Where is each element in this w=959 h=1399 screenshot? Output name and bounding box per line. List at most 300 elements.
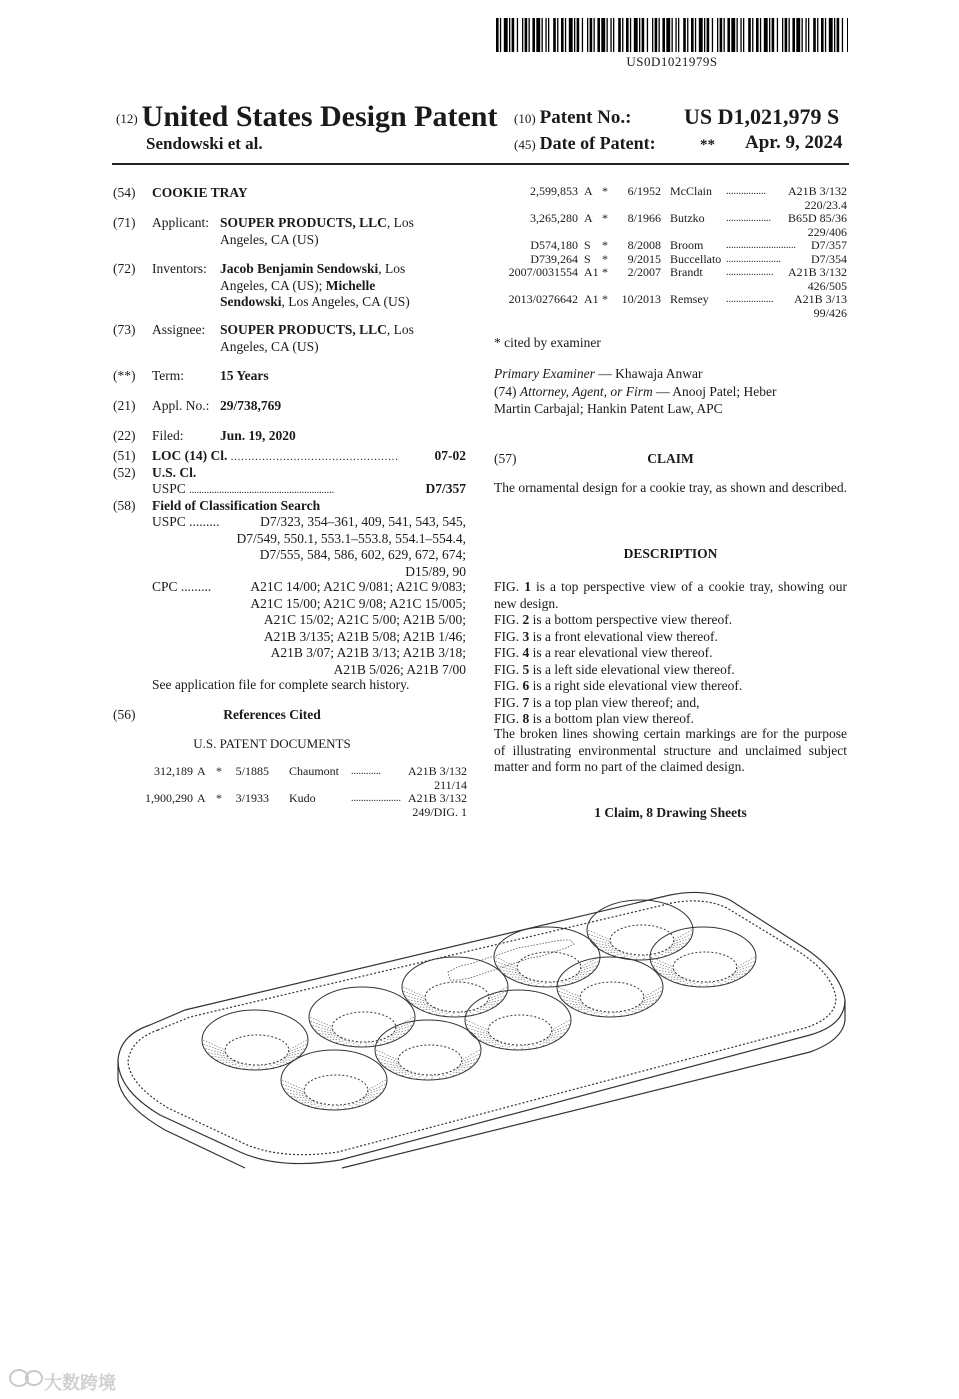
figure-description (494, 629, 847, 646)
cup-flute (208, 1053, 228, 1057)
field-of-search-label: Field of Classification Search (152, 498, 321, 513)
cup-flute (565, 980, 573, 983)
cup-flute (243, 1065, 250, 1069)
figure-prefix: FIG. (494, 661, 523, 677)
figure-number: 8 (522, 711, 530, 726)
cup-flute (459, 1012, 460, 1016)
cup-flute (651, 957, 673, 967)
cup-flute (614, 1012, 615, 1016)
cup-flute (416, 1075, 423, 1079)
cup-flute (527, 1045, 530, 1049)
reference-cls: D7/354 (811, 251, 847, 266)
cup-flute (475, 1037, 494, 1039)
cup-flute (621, 954, 630, 957)
cup-flute (308, 1103, 320, 1106)
reference-row (494, 253, 847, 267)
figure-text: is a bottom plan view thereof. (529, 711, 694, 726)
reference-cls: A21B 3/132 (407, 791, 467, 805)
reference-row (113, 765, 467, 792)
figure-prefix: FIG. (494, 579, 525, 594)
field-code: (58) (113, 498, 136, 513)
attorney: (74) Attorney, Agent, or Firm — Anooj Patel; Heber Martin Carbajal; Hankin Patent Law, APC (494, 384, 777, 416)
cup-flute (737, 957, 755, 967)
classification-line: D7/323, 354–361, 409, 541, 543, 545, (260, 514, 466, 529)
date-of-patent-label: (45) Date of Patent: (514, 133, 656, 153)
reference-dots: ................... (726, 294, 774, 305)
date-stars: ** (700, 137, 715, 153)
cup-flute (495, 957, 517, 967)
cup-flute (338, 1105, 339, 1109)
reference-name: Chaumont (289, 764, 339, 778)
search-history-note: See application file for complete search history. (152, 677, 410, 692)
reference-name: Remsey (670, 292, 709, 306)
reference-secondary-class: 229/406 (807, 224, 847, 239)
cup-flute (561, 981, 566, 984)
date-of-patent: Apr. 9, 2024 (745, 132, 843, 153)
cup-rim (465, 990, 571, 1050)
cup-flute (380, 1040, 388, 1043)
cup-flute (330, 1105, 334, 1109)
cup-flute (412, 1004, 431, 1006)
reference-cls: B65D 85/36 (787, 211, 847, 225)
reference-star: * (602, 238, 608, 252)
figure-prefix: FIG. (494, 694, 523, 710)
reference-cls: A21B 3/132 (787, 265, 847, 279)
right-references-list (494, 185, 847, 330)
cup-flute (251, 1065, 255, 1069)
reference-kind: A (584, 211, 593, 225)
reference-date: 6/1952 (627, 184, 661, 198)
barcode-number: US0D1021979S (626, 54, 718, 69)
description-heading: DESCRIPTION (623, 546, 718, 561)
field-code: (56) (113, 707, 136, 722)
reference-star: * (602, 184, 608, 198)
cup-flute (608, 952, 623, 953)
figure-number: 2 (522, 612, 530, 627)
reference-cls: A21B 3/132 (787, 184, 847, 198)
assignee: Assignee: SOUPER PRODUCTS, LLC, Los Angeles, CA (US) (152, 322, 414, 354)
reference-kind: A (584, 184, 593, 198)
cup-flute (450, 1072, 461, 1073)
reference-date: 5/1885 (235, 764, 269, 778)
field-code: (57) (494, 451, 517, 466)
claim-text: The ornamental design for a cookie tray, as shown and described. (494, 480, 848, 495)
reference-star: * (216, 791, 222, 805)
cup-flute (536, 1043, 544, 1046)
field-code: (51) (113, 448, 136, 463)
cup-flute (563, 1000, 583, 1004)
cup-flute (367, 1084, 385, 1092)
cup-flute (543, 982, 547, 986)
cup-flute (443, 1012, 450, 1016)
field-code: (54) (113, 185, 136, 200)
us-classification-label: U.S. Cl. (152, 465, 197, 480)
figure-text: is a left side elevational view thereof. (529, 661, 735, 677)
cup-flute (423, 1009, 438, 1010)
cup-flute (619, 1012, 622, 1016)
cup-flute (203, 1040, 225, 1050)
cup-flute (628, 955, 635, 959)
cup-flute (436, 1011, 445, 1014)
reference-date: 3/1933 (235, 791, 269, 805)
cup-flute (551, 982, 552, 986)
cup-flute (725, 979, 736, 980)
cup-bottom (425, 982, 489, 1012)
reference-num: 3,265,280 (530, 211, 578, 225)
cup-flute (273, 1063, 281, 1066)
figure-prefix: FIG. (494, 612, 523, 627)
reference-date: 8/1966 (627, 211, 661, 225)
cup-flute (691, 982, 698, 986)
cup-flute (429, 1010, 441, 1013)
reference-cls: D7/357 (811, 238, 847, 252)
cup-flute (606, 1012, 610, 1016)
cup-flute (376, 1050, 398, 1060)
cup-flute (699, 982, 703, 986)
cup-bottom (332, 1012, 396, 1042)
references-cited-label: References Cited (223, 707, 321, 722)
cup-flute (535, 982, 542, 986)
cup-flute (289, 1040, 307, 1050)
term: Term: 15 Years (152, 368, 269, 383)
reference-kind: A1 (584, 292, 599, 306)
cup-flute (707, 982, 708, 986)
reference-kind: A (197, 791, 206, 805)
classification-line: D7/549, 550.1, 553.1–553.8, 554.1–554.4, (236, 530, 466, 546)
cup-flute (403, 987, 425, 997)
classification-line: A21B 3/07; A21B 3/13; A21B 3/18; (270, 645, 466, 660)
cup-flute (551, 1024, 569, 1032)
cup-flute (644, 987, 662, 997)
cup-flute (343, 1105, 346, 1109)
figure-prefix: FIG. (494, 678, 523, 693)
cup-flute (632, 1009, 643, 1010)
cup-flute (532, 1044, 537, 1047)
cup-flute (358, 1042, 362, 1046)
reference-star: * (602, 251, 608, 266)
cup-flute (396, 1072, 411, 1073)
figure-prefix: FIG. (494, 645, 523, 660)
header-rule (112, 163, 849, 165)
cup-flute (287, 1093, 307, 1097)
barcode-image (496, 18, 848, 52)
figure-text: is a top plan view thereof; and, (529, 694, 700, 710)
field-cpc-list (200, 579, 466, 678)
cup-flute (656, 970, 676, 974)
cup-flute (546, 1037, 561, 1039)
classification-line: A21B 3/135; A21B 5/08; A21B 1/46; (263, 628, 466, 644)
broken-lines-note: The broken lines showing certain markings are for the purpose of illustrating environmental structure and unclaimed subject matter and form no part of the claimed design. (494, 726, 847, 774)
reference-secondary-class: 99/426 (813, 305, 847, 320)
reference-name: Butzko (670, 211, 705, 225)
reference-date: 9/2015 (627, 251, 661, 266)
classification-line: A21C 15/02; A21C 5/00; A21B 5/00; (263, 612, 466, 627)
cup-flute (462, 1050, 480, 1060)
figure-number: 3 (522, 628, 530, 644)
claims-and-sheets: 1 Claim, 8 Drawing Sheets (594, 805, 747, 820)
cup-flute (677, 980, 689, 983)
cup-flute (343, 1041, 352, 1044)
reference-kind: A1 (584, 265, 599, 279)
cup-flute (515, 979, 530, 980)
cup-flute (381, 1063, 401, 1067)
cup-flute (483, 1004, 498, 1006)
cup-flute (282, 1080, 304, 1090)
cup-flute (302, 1102, 317, 1103)
cup-flute (499, 1044, 508, 1047)
cup-flute (500, 970, 520, 974)
cup-flute (277, 1062, 288, 1063)
patent-number: US D1,021,979 S (684, 104, 840, 129)
cup-flute (569, 979, 580, 980)
reference-num: D574,180 (530, 238, 578, 252)
reference-name: Brandt (670, 265, 703, 279)
cup-flute (643, 991, 661, 999)
cup-flute (456, 1067, 471, 1069)
cup-flute (362, 1097, 377, 1099)
classification-line: A21B 5/026; A21B 7/00 (333, 661, 466, 677)
cup-flute (319, 1034, 338, 1036)
figure-text: is a front elevational view thereof. (529, 628, 718, 644)
cup-flute (717, 981, 722, 984)
field-code: (52) (113, 465, 136, 480)
cup-flute (408, 1000, 428, 1004)
cup-rim (557, 957, 663, 1017)
cup-flute (477, 1009, 488, 1010)
cup-flute (330, 1039, 345, 1040)
claim-heading: CLAIM (647, 451, 694, 466)
cup-flute (409, 1074, 418, 1077)
reference-num: 2007/0031554 (508, 265, 578, 279)
reference-num: 1,900,290 (145, 791, 193, 805)
field-cpc-label: CPC ......... (152, 579, 212, 594)
cup-flute (552, 1020, 570, 1030)
cup-flute (461, 1054, 479, 1062)
cup-flute (522, 1045, 523, 1049)
cup-flute (521, 980, 533, 983)
figure-description (494, 695, 847, 712)
cup-flute (567, 1004, 586, 1006)
loc-classification: LOC (14) Cl. ................................................ 07-02 (152, 448, 466, 463)
cup-rim (402, 957, 508, 1017)
us-patent-documents-label: U.S. PATENT DOCUMENTS (193, 736, 351, 751)
cup-flute (712, 982, 715, 986)
classification-line: D15/89, 90 (405, 563, 466, 579)
reference-dots: ............ (351, 766, 381, 777)
cup-flute (259, 1065, 260, 1069)
reference-kind: A (197, 764, 206, 778)
reference-date: 8/2008 (627, 238, 661, 252)
cup-flute (528, 981, 537, 984)
reference-dots: ...................... (726, 253, 781, 265)
cup-flute (721, 980, 729, 983)
cup-flute (288, 1044, 306, 1052)
cup-bottom (398, 1045, 462, 1075)
applicant: Applicant: SOUPER PRODUCTS, LLC, Los Angeles, CA (US) (152, 215, 414, 247)
primary-examiner: Primary Examiner — Khawaja Anwar (494, 366, 703, 381)
reference-dots: .................. (726, 213, 771, 224)
figure-text: is a rear elevational view thereof. (529, 645, 713, 660)
cup-flute (385, 1067, 404, 1069)
figure-prefix: FIG. (494, 711, 523, 726)
cup-flute (424, 1075, 428, 1079)
reference-row (494, 185, 847, 212)
reference-row (494, 212, 847, 239)
reference-star: * (602, 292, 608, 306)
cup-flute (402, 1073, 414, 1076)
cup-flute (229, 1063, 241, 1066)
classification-line: A21C 15/00; A21C 9/08; A21C 15/005; (250, 595, 466, 611)
figure-text: is a bottom perspective view thereof. (529, 612, 733, 627)
figure-description (494, 662, 847, 679)
field-code: (72) (113, 261, 136, 276)
cup-flute (597, 947, 616, 949)
patent-number-label: (10) Patent No.: (514, 107, 632, 128)
cup-flute (673, 934, 691, 942)
cup-flute (558, 987, 580, 997)
uspc-classification: USPC .......................................................... D7/357 (152, 481, 466, 496)
cup-flute (466, 1020, 488, 1030)
cup-flute (575, 974, 590, 976)
field-code: (71) (113, 215, 136, 230)
figure-number: 1 (524, 579, 531, 594)
cup-flute (504, 974, 523, 976)
field-code: (**) (113, 368, 136, 383)
reference-dots: .................... (351, 793, 401, 804)
cup-flute (614, 953, 626, 956)
figure-description (494, 612, 847, 629)
cup-flute (384, 1039, 395, 1040)
cup-flute (315, 1030, 335, 1034)
cup-rim (281, 1050, 387, 1110)
application-number: Appl. No.: 29/738,769 (152, 398, 282, 413)
cup-flute (315, 1104, 324, 1107)
cup-flute (658, 953, 666, 956)
reference-name: McClain (670, 184, 712, 198)
cup-flute (578, 1009, 593, 1010)
cup-flute (584, 1010, 596, 1013)
reference-secondary-class: 426/505 (807, 278, 847, 293)
cup-flute (336, 1040, 348, 1043)
reference-cls: A21B 3/13 (793, 292, 847, 306)
cup-bottom (673, 952, 737, 982)
reference-star: * (602, 265, 608, 279)
figure-number: 4 (522, 645, 530, 660)
design-title: COOKIE TRAY (152, 185, 248, 200)
cup-flute (356, 1102, 367, 1103)
watermark-text: 大数跨境 (44, 1373, 116, 1394)
cup-flute (636, 955, 640, 959)
reference-star: * (602, 211, 608, 225)
cup-flute (684, 981, 693, 984)
reference-num: D739,264 (530, 251, 578, 266)
reference-row (494, 293, 847, 320)
reference-name: Buccellato (670, 251, 722, 266)
reference-num: 2,599,853 (530, 184, 578, 198)
cup-flute (644, 955, 645, 959)
cup-flute (638, 1004, 653, 1006)
reference-secondary-class: 249/DIG. 1 (412, 804, 467, 819)
cup-flute (223, 1062, 238, 1063)
reference-secondary-class: 220/23.4 (804, 197, 847, 212)
cup-flute (322, 1105, 329, 1109)
left-references-list (113, 765, 467, 825)
cup-bottom (488, 1015, 552, 1045)
classification-line: A21C 14/00; A21C 9/081; A21C 9/083; (250, 579, 466, 594)
reference-kind: S (584, 251, 591, 266)
cup-flute (473, 1010, 481, 1013)
cup-flute (674, 930, 692, 940)
figure-description (494, 579, 847, 612)
cup-flute (492, 1043, 504, 1046)
cup-flute (514, 1045, 518, 1049)
cup-flute (371, 1042, 374, 1046)
cited-by-examiner: * cited by examiner (494, 335, 601, 350)
reference-secondary-class: 211/14 (434, 777, 467, 792)
figure-description (494, 678, 847, 695)
speech-bubble-logo-icon (8, 1366, 44, 1392)
reference-dots: ................... (726, 267, 774, 278)
cup-flute (348, 1104, 353, 1107)
cup-flute (269, 1064, 274, 1067)
cookie-tray-drawing (110, 890, 855, 1170)
cup-bottom (580, 982, 644, 1012)
cup-flute (660, 974, 679, 976)
cup-flute (668, 947, 683, 949)
cup-flute (366, 1042, 367, 1046)
figure-descriptions (494, 579, 847, 728)
cup-flute (736, 961, 754, 969)
cup-flute (598, 1012, 605, 1016)
field-code: (22) (113, 428, 136, 443)
cup-flute (368, 1080, 386, 1090)
cup-flute (283, 1057, 298, 1059)
cup-flute (451, 1012, 455, 1016)
cup-flute (654, 954, 659, 957)
cup-rim (650, 927, 756, 987)
cup-flute (236, 1064, 245, 1067)
inventors: Inventors: Jacob Benjamin Sendowski, Los Angeles, CA (US); Michelle Sendowski, Los Angeles, CA (US) (152, 261, 410, 309)
cup-flute (390, 1034, 405, 1036)
reference-num: 2013/0276642 (508, 292, 578, 306)
cup-flute (580, 961, 598, 969)
cup-flute (264, 1065, 267, 1069)
cup-flute (671, 979, 686, 980)
field-uspc-list (200, 514, 466, 580)
cup-rim (375, 1020, 481, 1080)
reference-date: 2/2007 (627, 265, 661, 279)
cup-flute (212, 1057, 231, 1059)
field-code: (73) (113, 322, 136, 337)
cup-rim (494, 927, 600, 987)
cup-flute (591, 1011, 600, 1014)
cup-bottom (304, 1075, 368, 1105)
cup-bottom (225, 1035, 289, 1065)
figure-prefix: FIG. (494, 628, 523, 644)
reference-star: * (216, 764, 222, 778)
reference-row (494, 266, 847, 293)
reference-row (113, 792, 467, 819)
cup-flute (310, 1017, 332, 1027)
field-code: (21) (113, 398, 136, 413)
cup-flute (731, 974, 746, 976)
figure-description (494, 645, 847, 662)
reference-row (494, 239, 847, 253)
figure-number: 7 (522, 694, 530, 710)
cup-flute (432, 1075, 433, 1079)
figure-text: is a right side elevational view thereof. (529, 678, 743, 693)
cup-flute (540, 1042, 551, 1043)
